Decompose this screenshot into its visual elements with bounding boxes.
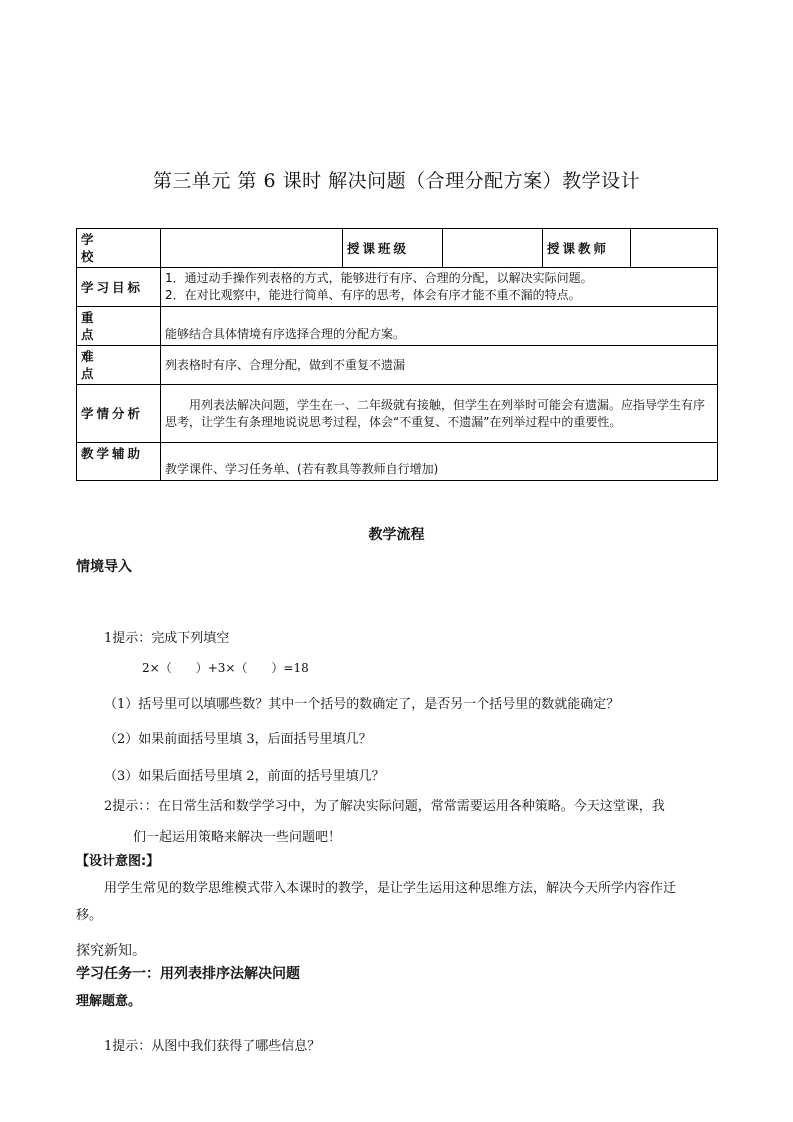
aids-value: 教学课件、学习任务单、(若有教具等教师自行增加) [161,443,718,481]
analysis-label: 学情分析 [77,385,161,443]
prompt-3: 1提示：从图中我们获得了哪些信息？ [104,1039,321,1054]
goals-cell [161,268,718,307]
table-row [77,385,718,443]
goals-label: 学习目标 [77,268,161,307]
prompt-1: 1提示：完成下列填空 [104,631,230,646]
lesson-info-table [76,228,718,481]
table-row [77,268,718,307]
difficulty-value: 列表格时有序、合理分配，做到不重复不遗漏 [161,346,718,385]
class-value [443,229,543,268]
key-label: 重 点 [77,307,161,346]
table-row [77,307,718,346]
equation: 2×（ ）+3×（ ）=18 [142,661,309,675]
table-row [77,443,718,481]
page-title: 第三单元 第 6 课时 解决问题（合理分配方案）教学设计 [152,170,641,192]
question-1: （1）括号里可以填哪些数？其中一个括号的数确定了，是否另一个括号里的数就能确定？ [104,697,620,712]
flow-heading: 教学流程 [368,527,425,543]
table-row [77,229,718,268]
design-intent-line-2: 移。 [76,908,103,923]
key-value: 能够结合具体情境有序选择合理的分配方案。 [161,307,718,346]
teacher-label: 授课教师 [543,229,631,268]
prompt-2-line-2: 们一起运用策略来解决一些问题吧！ [133,830,342,845]
table-row [77,346,718,385]
explore-heading: 探究新知。 [76,943,146,959]
school-value [161,229,343,268]
task-1-title: 学习任务一：用列表排序法解决问题 [76,966,300,982]
difficulty-label: 难 点 [77,346,161,385]
design-intent-label: 【设计意图:】 [76,854,160,869]
design-intent-line-1: 用学生常见的数学思维模式带入本课时的教学，是让学生运用这种思维方法，解决今天所学内容作迁 [104,881,677,896]
understand-heading: 理解题意。 [76,994,142,1009]
goal-item: 2．在对比观察中，能进行简单、有序的思考，体会有序才能不重不漏的特点。 [165,288,581,302]
class-label: 授课班级 [343,229,443,268]
teacher-value [631,229,718,268]
aids-label: 教学辅助 [77,443,161,481]
question-2: （2）如果前面括号里填 3，后面括号里填几？ [104,732,372,747]
goal-item: 1．通过动手操作列表格的方式，能够进行有序、合理的分配，以解决实际问题。 [165,271,593,285]
question-3: （3）如果后面括号里填 2，前面的括号里填几？ [104,769,385,784]
section-intro-title: 情境导入 [76,559,132,575]
school-label: 学 校 [77,229,161,268]
analysis-value: 用列表法解决问题，学生在一、二年级就有接触，但学生在列举时可能会有遗漏。应指导学生有序思考，让学生有条理地说说思考过程，体会“不重复、不遗漏”在列举过程中的重要性。 [161,385,718,443]
prompt-2-line-1: 2提示：：在日常生活和数学学习中，为了解决实际问题，常常需要运用各种策略。今天这堂课，我 [104,799,665,814]
